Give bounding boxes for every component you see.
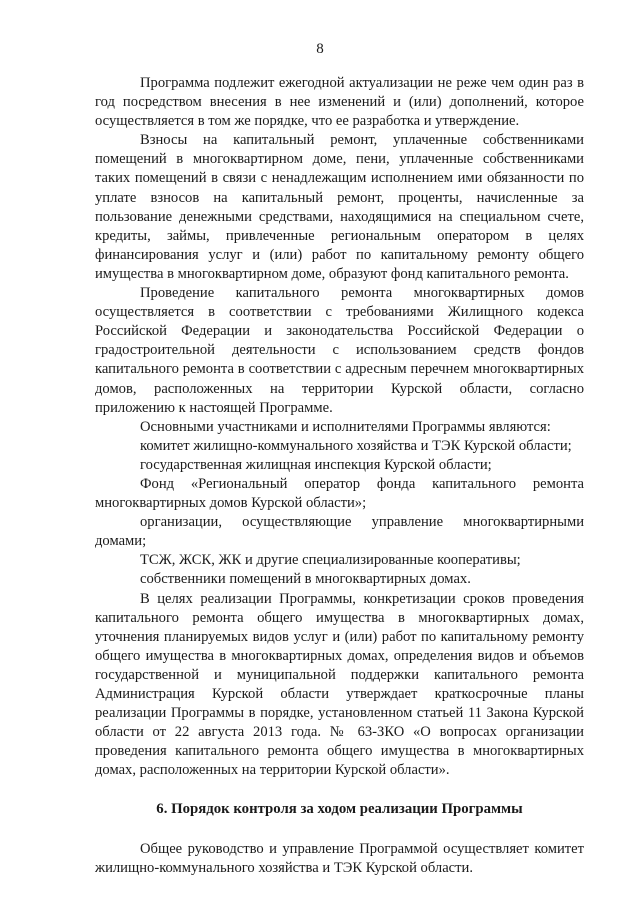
list-item-owners: собственники помещений в многоквартирных домах. bbox=[140, 571, 471, 588]
list-item-management-orgs: организации, осуществляющие управление многоквартирными домами; bbox=[95, 514, 584, 550]
paragraph-actualization: Программа подлежит ежегодной актуализации не реже чем один раз в год посредством внесения в нее изменений и (или) дополнений, которое осуществляется в том же порядке, что ее разработка и утверждение. bbox=[95, 75, 584, 130]
paragraph-short-term-plans: В целях реализации Программы, конкретизации сроков проведения капитального ремонта общего имущества в многоквартирных домах, уточнения планируемых видов услуг и (или) работ по капитальному ремонту общего имущества в многоквартирных домах, определения видов и объемов государственной и муниципальной поддержки капитального ремонта Администрация Курской области утверждает краткосрочные планы реализации Программы в порядке, установленном статьей 11 Закона Курской области от 22 августа 2013 года. № 63-ЗКО «О вопросах организации проведения капитального ремонта общего имущества в многоквартирных домах, расположенных на территории Курской области». bbox=[95, 590, 584, 779]
section-heading: 6. Порядок контроля за ходом реализации Программы bbox=[156, 801, 523, 818]
paragraph-contributions: Взносы на капитальный ремонт, уплаченные собственниками помещений в многоквартирном доме, пени, уплаченные собственниками таких помещений в связи с ненадлежащим исполнением ими обязанности по уплате взносов на капитальный ремонт, проценты, начисленные за пользование денежными средствами, находящимися на специальном счете, кредиты, займы, привлеченные региональным оператором в целях финансирования услуг и (или) работ по капитальному ремонту общего имущества в многоквартирном доме, образуют фонд капитального ремонта. bbox=[95, 132, 584, 282]
page-number: 8 bbox=[316, 41, 324, 57]
list-item-fund: Фонд «Региональный оператор фонда капитального ремонта многоквартирных домов Курской области»; bbox=[95, 475, 584, 512]
list-item-committee: комитет жилищно-коммунального хозяйства и ТЭК Курской области; bbox=[140, 437, 572, 454]
paragraph-repair-conduct: Проведение капитального ремонта многоквартирных домов осуществляется в соответствии с требованиями Жилищного кодекса Российской Федерации и законодательства Российской Федерации о градостроительной деятельности с использованием средств фондов капитального ремонта в соответствии с адресным перечнем многоквартирных домов, расположенных на территории Курской области, согласно приложению к настоящей Программе. bbox=[95, 285, 584, 416]
list-item-inspection: государственная жилищная инспекция Курской области; bbox=[140, 456, 492, 473]
paragraph-participants-intro: Основными участниками и исполнителями Программы являются: bbox=[140, 418, 551, 435]
paragraph-general-management: Общее руководство и управление Программой осуществляет комитет жилищно-коммунального хозяйства и ТЭК Курской области. bbox=[95, 840, 584, 876]
list-item-cooperatives: ТСЖ, ЖСК, ЖК и другие специализированные кооперативы; bbox=[140, 552, 521, 569]
document-body bbox=[95, 74, 584, 878]
